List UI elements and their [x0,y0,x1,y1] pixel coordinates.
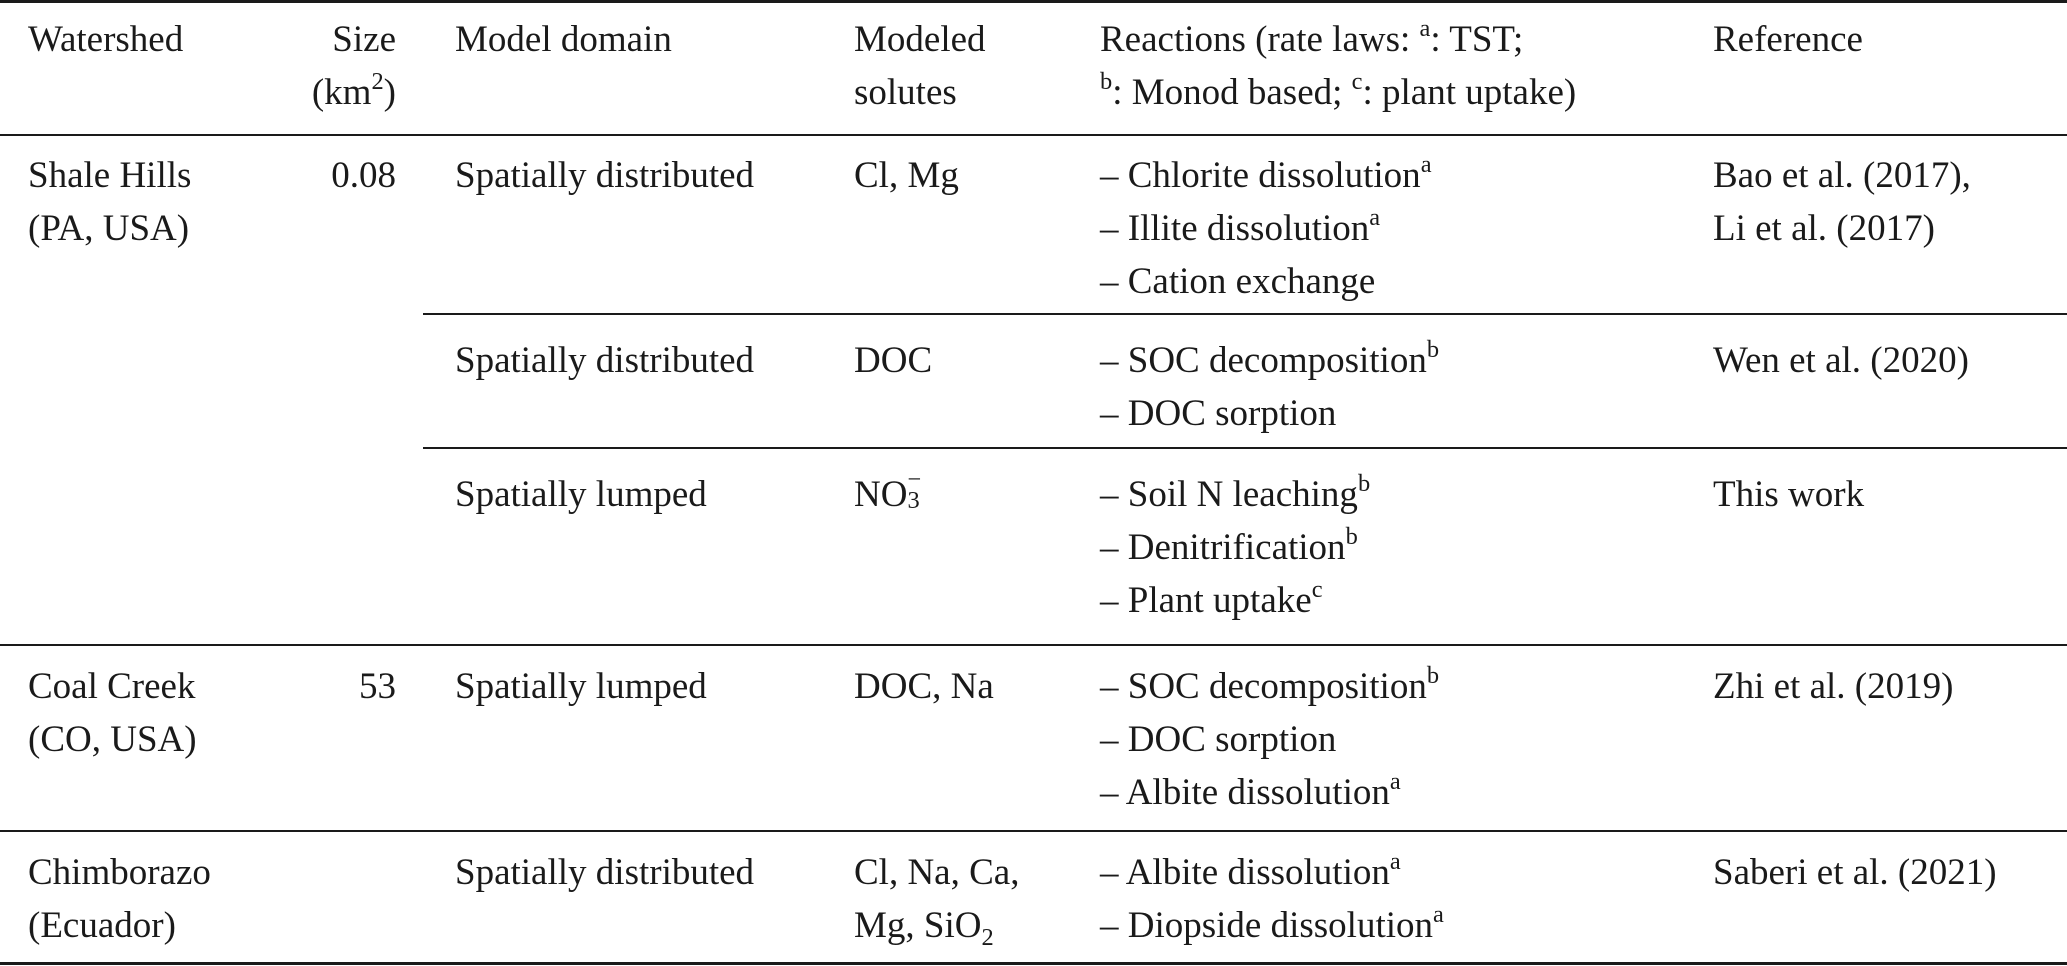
watershed-size: 0.08 [331,155,396,196]
reference-cell: Zhi et al. (2019) [1713,666,1954,707]
model-domain-cell: Spatially distributed [455,340,755,381]
watershed-name: Chimborazo (Ecuador) [28,852,211,946]
reactions-cell [1100,150,1432,302]
solutes-cell: DOC, Na [854,666,994,707]
header-reference: Reference [1713,19,1863,60]
solutes-cell: DOC [854,340,933,381]
reaction-item: – DOC sorption [1100,719,1337,760]
reactions-cell [1100,335,1440,434]
reaction-item: – Denitrification$^b$ [1100,522,1358,568]
reaction-item: – SOC decomposition$^b$ [1100,335,1440,381]
reference-cell: Wen et al. (2020) [1713,340,1969,381]
solutes-cell: Cl, Na, Ca, Mg, SiO$_2$ [854,852,1020,951]
reaction-item: – Albite dissolution$^a$ [1100,767,1401,813]
reaction-item: – Cation exchange [1100,261,1376,302]
reaction-item: – DOC sorption [1100,393,1337,434]
header-watershed: Watershed [28,19,184,60]
solutes-cell: Cl, Mg [854,155,959,196]
row-divider [423,313,2067,315]
solutes-cell: NO − 3 [854,465,922,515]
reaction-item: – Albite dissolution$^a$ [1100,847,1401,893]
header-model-domain: Model domain [455,19,672,60]
reaction-item: – SOC decomposition$^b$ [1100,661,1440,707]
model-domain-cell: Spatially distributed [455,155,755,196]
reaction-item: – Chlorite dissolution$^a$ [1100,150,1432,196]
top-rule [0,0,2067,3]
reaction-item: – Illite dissolution$^a$ [1100,203,1381,249]
bottom-rule [0,962,2067,965]
watershed-name: Shale Hills (PA, USA) [28,155,192,249]
model-domain-cell: Spatially lumped [455,666,707,707]
row-divider [423,447,2067,449]
reference-cell: This work [1713,474,1865,515]
header-rule [0,134,2067,136]
reference-cell: Saberi et al. (2021) [1713,852,1997,893]
header-reactions: Reactions (rate laws: $^a$: TST; $^b$: Monod based; $^c$: plant uptake) [1100,14,1577,113]
reaction-item: – Diopside dissolution$^a$ [1100,900,1444,946]
row-divider [0,830,2067,832]
reactions-cell [1100,469,1371,621]
header-modeled-solutes: Modeled solutes [854,19,986,113]
reactions-cell [1100,847,1444,946]
reaction-item: – Plant uptake$^c$ [1100,575,1323,621]
watershed-size: 53 [359,666,396,707]
reference-cell: Bao et al. (2017), Li et al. (2017) [1713,155,1971,249]
header-size: Size $(km^2)$ [311,19,396,113]
model-domain-cell: Spatially lumped [455,474,707,515]
reaction-item: – Soil N leaching$^b$ [1100,469,1371,515]
row-divider [0,644,2067,646]
reactions-cell [1100,661,1440,813]
watershed-name: Coal Creek (CO, USA) [28,666,197,760]
model-domain-cell: Spatially distributed [455,852,755,893]
